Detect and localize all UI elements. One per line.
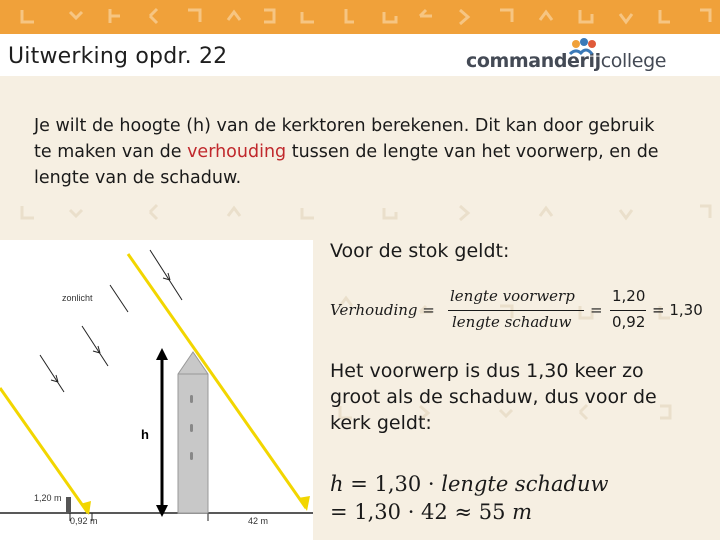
shadow-diagram-svg	[0, 240, 313, 540]
top-decorative-band	[0, 0, 720, 34]
intro-paragraph	[34, 113, 674, 191]
intro-h-variable: h	[193, 116, 205, 136]
tower-shadow-label: 42 m	[248, 516, 269, 526]
height-arrow-top	[156, 348, 168, 360]
formula-lhs: Verhouding =	[330, 301, 435, 319]
eq2-text: = 1,30 · 42 ≈ 55	[330, 500, 513, 524]
yellow-ray-tower-arrow	[298, 496, 310, 511]
fraction-line-1	[448, 310, 584, 311]
tower-window-3	[190, 452, 193, 460]
logo-mark-icon	[562, 36, 602, 58]
stick-shadow-label: 0,92 m	[70, 516, 98, 526]
church-tower	[178, 352, 208, 513]
intro-highlight-verhouding: verhouding	[187, 142, 287, 162]
solution-heading: Voor de stok geldt:	[330, 240, 510, 262]
shadow-diagram	[0, 240, 313, 540]
equation-line-1	[330, 472, 710, 496]
tower-window-1	[190, 395, 193, 403]
intro-text-3: tussen de lengte van het voorwerp, en de lengte van de schaduw.	[34, 142, 659, 188]
sun-ray-2	[110, 285, 128, 312]
ratio-formula	[330, 287, 710, 335]
eq1-tail: lengte schaduw	[441, 472, 609, 496]
formula-result: = 1,30	[652, 301, 703, 319]
sun-label: zonlicht	[62, 293, 93, 303]
conclusion-paragraph: Het voorwerp is dus 1,30 keer zo groot als de schaduw, dus voor de kerk geldt:	[330, 360, 657, 434]
tower-window-2	[190, 424, 193, 432]
intro-text-1: Je wilt de hoogte (	[34, 116, 194, 136]
h-label: h	[141, 427, 149, 442]
formula-numerator-2: 1,20	[612, 287, 646, 305]
formula-equals-1: =	[590, 301, 603, 319]
school-logo	[466, 36, 667, 76]
eq2-unit: m	[512, 500, 533, 524]
formula-denominator-2: 0,92	[612, 313, 646, 331]
intro-text-2: ) van de kerktoren berekenen. Dit kan door gebruik te maken van de	[34, 116, 655, 162]
yellow-ray-tower	[128, 254, 306, 508]
stick-height-label: 1,20 m	[34, 493, 62, 503]
logo-part1: commanderij	[466, 50, 601, 72]
stick	[66, 497, 71, 513]
logo-part2: college	[600, 50, 667, 72]
equation-line-2	[330, 500, 710, 524]
sun-ray-4	[40, 355, 64, 392]
height-arrow-bottom	[156, 505, 168, 517]
eq1-var: h	[330, 472, 344, 496]
sun-ray-3	[82, 326, 108, 366]
band-pattern	[0, 0, 720, 34]
fraction-line-2	[610, 310, 646, 311]
slide-title: Uitwerking opdr. 22	[8, 44, 228, 69]
eq1-rest: = 1,30 ·	[343, 472, 442, 496]
formula-denominator-1: lengte schaduw	[452, 313, 572, 331]
formula-numerator-1: lengte voorwerp	[450, 287, 575, 305]
